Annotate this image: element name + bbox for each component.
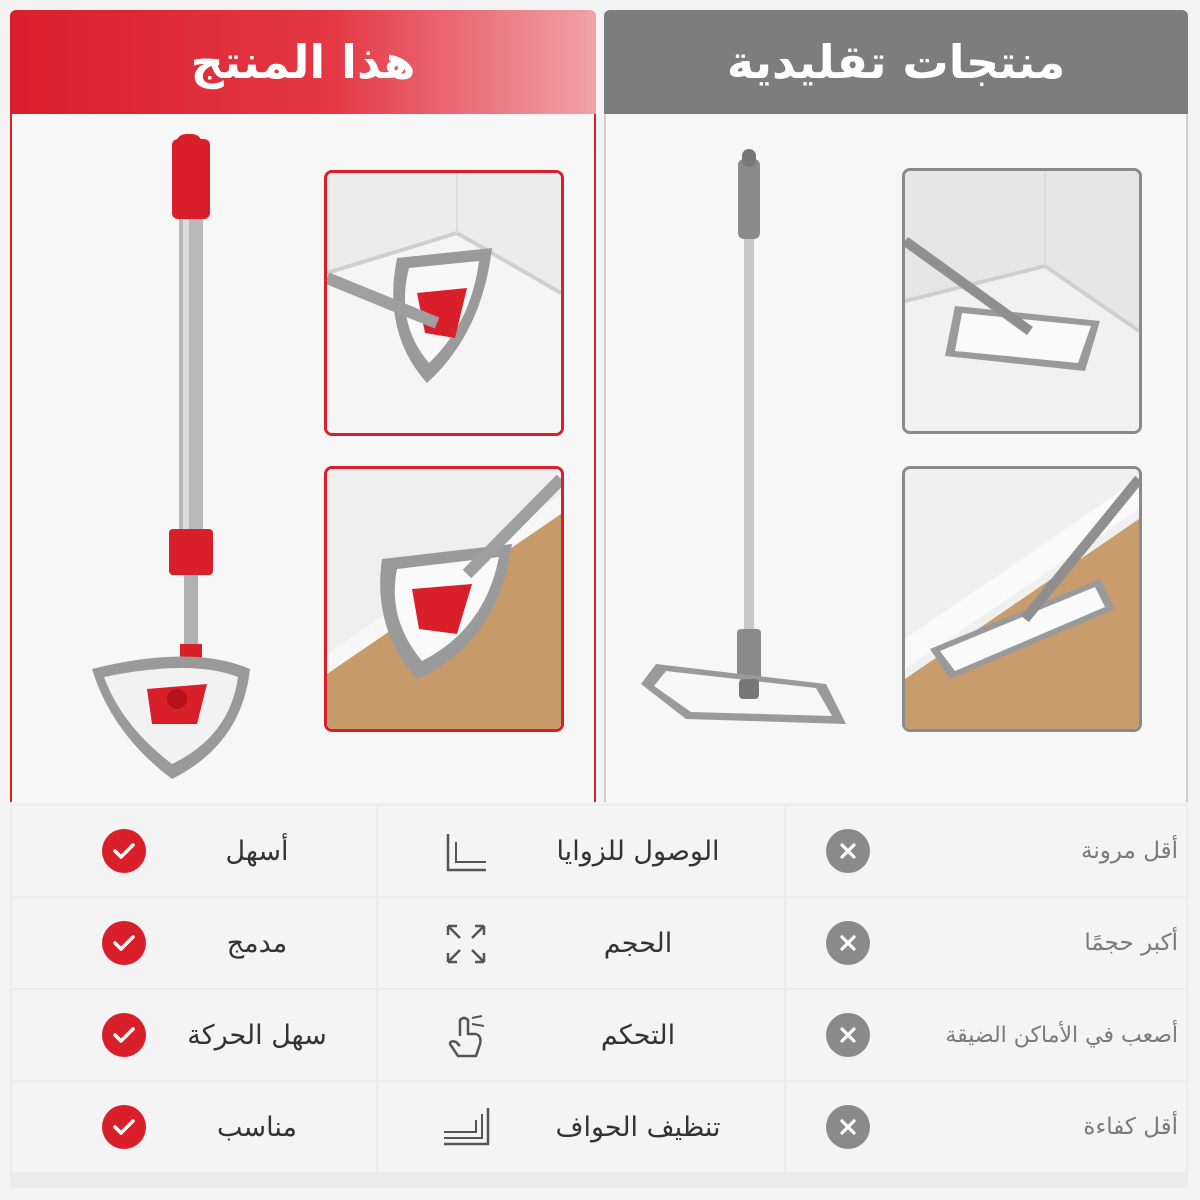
feature-cell xyxy=(378,898,784,988)
traditional-cell xyxy=(786,1082,1186,1172)
this-product-panel xyxy=(10,114,596,802)
cross-icon xyxy=(826,921,870,965)
check-icon xyxy=(102,829,146,873)
this-product-cell xyxy=(12,990,376,1080)
this-product-title: هذا المنتج xyxy=(190,35,416,89)
comparison-row-size xyxy=(10,898,1188,988)
traditional-value: أصعب في الأماكن الضيقة xyxy=(945,1022,1178,1048)
this-product-cell xyxy=(12,1082,376,1172)
edges-icon xyxy=(442,1104,490,1152)
hand-pointer-icon xyxy=(442,1012,490,1060)
comparison-row-control xyxy=(10,990,1188,1080)
cross-icon xyxy=(826,1105,870,1149)
check-icon xyxy=(102,921,146,965)
traditional-value: أقل مرونة xyxy=(1081,838,1178,864)
this-product-cell xyxy=(12,898,376,988)
comparison-row-edges xyxy=(10,1082,1188,1172)
baseboard-cleaning-photo xyxy=(324,466,564,732)
this-product-value: مناسب xyxy=(217,1111,297,1143)
comparison-table xyxy=(10,804,1188,1188)
traditional-value: أقل كفاءة xyxy=(1083,1114,1178,1140)
feature-label: الحجم xyxy=(603,927,673,959)
flat-mop-illustration xyxy=(626,124,886,794)
triangle-mop-illustration xyxy=(72,124,352,794)
corner-icon xyxy=(442,828,490,876)
feature-cell xyxy=(378,1082,784,1172)
comparison-row-corners xyxy=(10,806,1188,896)
traditional-header xyxy=(604,10,1188,114)
feature-cell xyxy=(378,990,784,1080)
this-product-value: مدمج xyxy=(226,927,288,959)
check-icon xyxy=(102,1105,146,1149)
this-product-cell xyxy=(12,806,376,896)
traditional-corner-photo xyxy=(902,168,1142,434)
feature-label: تنظيف الحواف xyxy=(555,1111,721,1143)
feature-cell xyxy=(378,806,784,896)
check-icon xyxy=(102,1013,146,1057)
traditional-cell xyxy=(786,898,1186,988)
traditional-cell xyxy=(786,990,1186,1080)
traditional-cell xyxy=(786,806,1186,896)
traditional-value: أكبر حجمًا xyxy=(1084,930,1178,956)
cross-icon xyxy=(826,829,870,873)
traditional-baseboard-photo xyxy=(902,466,1142,732)
this-product-value: سهل الحركة xyxy=(187,1019,327,1051)
traditional-title: منتجات تقليدية xyxy=(726,35,1066,89)
this-product-value: أسهل xyxy=(225,835,289,867)
resize-arrows-icon xyxy=(442,920,490,968)
cross-icon xyxy=(826,1013,870,1057)
this-product-header xyxy=(10,10,596,114)
feature-label: الوصول للزوايا xyxy=(556,835,720,867)
corner-cleaning-photo xyxy=(324,170,564,436)
feature-label: التحكم xyxy=(600,1019,676,1051)
traditional-panel xyxy=(604,114,1188,802)
